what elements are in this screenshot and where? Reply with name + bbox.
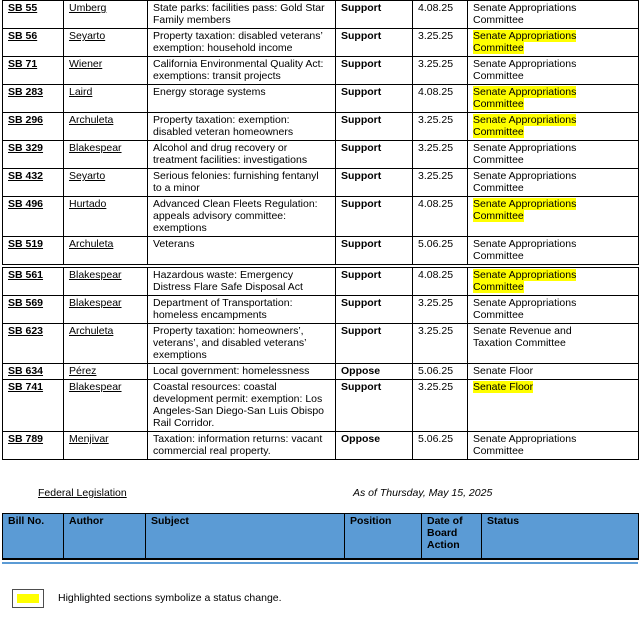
table-row — [3, 197, 639, 237]
author-link[interactable]: Blakespear — [69, 297, 122, 309]
status-text: Senate Appropriations Committee — [473, 297, 577, 321]
position-cell: Support — [336, 380, 413, 432]
author-cell — [64, 57, 148, 85]
bill-number-link[interactable]: SB 283 — [8, 86, 44, 98]
position-cell: Support — [336, 141, 413, 169]
legend-swatch-box — [12, 589, 44, 608]
position-cell: Support — [336, 324, 413, 364]
bill-number-link[interactable]: SB 634 — [8, 365, 44, 377]
author-link[interactable]: Blakespear — [69, 269, 122, 281]
author-cell — [64, 364, 148, 380]
subject-cell: Veterans — [148, 237, 336, 265]
author-cell — [64, 141, 148, 169]
date-of-board-action-cell: 3.25.25 — [413, 324, 468, 364]
status-text: Senate Revenue and Taxation Committee — [473, 325, 572, 349]
position-cell: Support — [336, 113, 413, 141]
bill-cell — [3, 57, 64, 85]
author-link[interactable]: Archuleta — [69, 114, 114, 126]
bill-cell — [3, 364, 64, 380]
table-row — [3, 364, 639, 380]
subject-cell: Hazardous waste: Emergency Distress Flare Safe Disposal Act — [148, 268, 336, 296]
status-highlight: Senate Appropriations Committee — [473, 114, 577, 138]
column-header-author: Author — [64, 514, 146, 559]
table-row — [3, 324, 639, 364]
status-highlight: Senate Appropriations Committee — [473, 198, 577, 222]
status-highlight: Senate Appropriations Committee — [473, 86, 577, 110]
bill-cell — [3, 113, 64, 141]
position-cell: Support — [336, 29, 413, 57]
column-header-bill-no: Bill No. — [3, 514, 64, 559]
bill-number-link[interactable]: SB 741 — [8, 381, 44, 393]
table-row — [3, 29, 639, 57]
author-link[interactable]: Hurtado — [69, 198, 107, 210]
bill-cell — [3, 296, 64, 324]
position-cell: Support — [336, 57, 413, 85]
author-cell — [64, 29, 148, 57]
position-cell: Support — [336, 1, 413, 29]
status-cell — [468, 432, 639, 460]
author-link[interactable]: Umberg — [69, 2, 107, 14]
federal-header-row — [3, 514, 639, 559]
legend-text: Highlighted sections symbolize a status change. — [58, 592, 282, 604]
position-cell: Support — [336, 268, 413, 296]
date-of-board-action-cell: 3.25.25 — [413, 113, 468, 141]
subject-cell: Taxation: information returns: vacant commercial real property. — [148, 432, 336, 460]
subject-cell: Coastal resources: coastal development permit: exemption: Los Angeles-San Diego-San Luis Obispo Rail Corridor. — [148, 380, 336, 432]
subject-cell: Local government: homelessness — [148, 364, 336, 380]
status-highlight: Senate Appropriations Committee — [473, 30, 577, 54]
bill-cell — [3, 380, 64, 432]
bill-number-link[interactable]: SB 55 — [8, 2, 38, 14]
author-cell — [64, 237, 148, 265]
author-cell — [64, 296, 148, 324]
bill-number-link[interactable]: SB 519 — [8, 238, 44, 250]
date-of-board-action-cell: 5.06.25 — [413, 364, 468, 380]
status-text: Senate Appropriations Committee — [473, 238, 577, 262]
author-link[interactable]: Wiener — [69, 58, 103, 70]
status-cell — [468, 141, 639, 169]
status-text: Senate Floor — [473, 365, 534, 377]
table-row — [3, 432, 639, 460]
status-cell — [468, 364, 639, 380]
author-link[interactable]: Blakespear — [69, 142, 122, 154]
status-cell — [468, 29, 639, 57]
legend — [12, 589, 640, 608]
author-cell — [64, 1, 148, 29]
table-row — [3, 268, 639, 296]
subject-cell: Property taxation: disabled veterans’ exemption: household income — [148, 29, 336, 57]
status-cell — [468, 324, 639, 364]
subject-cell: Energy storage systems — [148, 85, 336, 113]
federal-legislation-heading: Federal Legislation — [38, 487, 127, 499]
date-of-board-action-cell: 3.25.25 — [413, 169, 468, 197]
subject-cell: Property taxation: exemption: disabled veteran homeowners — [148, 113, 336, 141]
table-row — [3, 141, 639, 169]
subject-cell: Serious felonies: furnishing fentanyl to a minor — [148, 169, 336, 197]
table-row — [3, 296, 639, 324]
bill-number-link[interactable]: SB 569 — [8, 297, 44, 309]
status-cell — [468, 268, 639, 296]
status-text: Senate Appropriations Committee — [473, 2, 577, 26]
author-link[interactable]: Seyarto — [69, 170, 106, 182]
author-cell — [64, 169, 148, 197]
bill-cell — [3, 1, 64, 29]
author-link[interactable]: Archuleta — [69, 238, 114, 250]
author-link[interactable]: Seyarto — [69, 30, 106, 42]
status-cell — [468, 197, 639, 237]
status-cell — [468, 57, 639, 85]
author-link[interactable]: Blakespear — [69, 381, 122, 393]
bill-number-link[interactable]: SB 56 — [8, 30, 38, 42]
table-bottom-rule — [2, 562, 638, 564]
author-cell — [64, 85, 148, 113]
status-cell — [468, 85, 639, 113]
subject-cell: California Environmental Quality Act: exemptions: transit projects — [148, 57, 336, 85]
status-highlight: Senate Appropriations Committee — [473, 269, 577, 293]
bill-cell — [3, 324, 64, 364]
bill-cell — [3, 237, 64, 265]
bill-number-link[interactable]: SB 71 — [8, 58, 38, 70]
date-of-board-action-cell: 4.08.25 — [413, 197, 468, 237]
column-header-position: Position — [345, 514, 422, 559]
position-cell: Support — [336, 169, 413, 197]
table-row — [3, 237, 639, 265]
federal-legislation-table — [2, 513, 639, 560]
date-of-board-action-cell: 4.08.25 — [413, 1, 468, 29]
as-of-date: As of Thursday, May 15, 2025 — [353, 487, 493, 499]
table-row — [3, 169, 639, 197]
status-cell — [468, 237, 639, 265]
status-cell — [468, 169, 639, 197]
status-text: Senate Appropriations Committee — [473, 142, 577, 166]
date-of-board-action-cell: 4.08.25 — [413, 268, 468, 296]
column-header-status: Status — [482, 514, 639, 559]
position-cell: Oppose — [336, 432, 413, 460]
bill-cell — [3, 197, 64, 237]
position-cell: Support — [336, 85, 413, 113]
position-cell: Support — [336, 296, 413, 324]
author-cell — [64, 432, 148, 460]
column-header-date-of-board-action: Date of Board Action — [422, 514, 482, 559]
state-legislation-table-page1 — [2, 0, 639, 265]
bill-cell — [3, 169, 64, 197]
position-cell: Support — [336, 197, 413, 237]
table-row — [3, 57, 639, 85]
bill-number-link[interactable]: SB 432 — [8, 170, 44, 182]
author-cell — [64, 324, 148, 364]
date-of-board-action-cell: 5.06.25 — [413, 432, 468, 460]
date-of-board-action-cell: 3.25.25 — [413, 296, 468, 324]
bill-cell — [3, 268, 64, 296]
bill-number-link[interactable]: SB 623 — [8, 325, 44, 337]
bill-cell — [3, 141, 64, 169]
author-cell — [64, 113, 148, 141]
date-of-board-action-cell: 5.06.25 — [413, 237, 468, 265]
author-cell — [64, 268, 148, 296]
subject-cell: State parks: facilities pass: Gold Star Family members — [148, 1, 336, 29]
status-cell — [468, 1, 639, 29]
date-of-board-action-cell: 4.08.25 — [413, 85, 468, 113]
status-highlight: Senate Floor — [473, 381, 534, 393]
status-cell — [468, 380, 639, 432]
author-link[interactable]: Menjivar — [69, 433, 109, 445]
highlight-swatch — [17, 594, 39, 603]
bill-number-link[interactable]: SB 789 — [8, 433, 44, 445]
date-of-board-action-cell: 3.25.25 — [413, 57, 468, 85]
bill-number-link[interactable]: SB 561 — [8, 269, 44, 281]
status-text: Senate Appropriations Committee — [473, 58, 577, 82]
subject-cell: Property taxation: homeowners’, veterans’, and disabled veterans’ exemptions — [148, 324, 336, 364]
bill-cell — [3, 85, 64, 113]
bill-number-link[interactable]: SB 329 — [8, 142, 44, 154]
author-link[interactable]: Pérez — [69, 365, 97, 377]
status-text: Senate Appropriations Committee — [473, 170, 577, 194]
bill-number-link[interactable]: SB 296 — [8, 114, 44, 126]
author-cell — [64, 197, 148, 237]
author-cell — [64, 380, 148, 432]
state-legislation-table-page2 — [2, 267, 639, 460]
status-cell — [468, 113, 639, 141]
status-cell — [468, 296, 639, 324]
status-text: Senate Appropriations Committee — [473, 433, 577, 457]
bill-cell — [3, 29, 64, 57]
column-header-subject: Subject — [146, 514, 345, 559]
position-cell: Support — [336, 237, 413, 265]
subject-cell: Alcohol and drug recovery or treatment facilities: investigations — [148, 141, 336, 169]
subject-cell: Department of Transportation: homeless encampments — [148, 296, 336, 324]
table-row — [3, 1, 639, 29]
date-of-board-action-cell: 3.25.25 — [413, 380, 468, 432]
table-row — [3, 380, 639, 432]
position-cell: Oppose — [336, 364, 413, 380]
federal-section-header — [0, 487, 640, 502]
table-row — [3, 85, 639, 113]
subject-cell: Advanced Clean Fleets Regulation: appeals advisory committee: exemptions — [148, 197, 336, 237]
date-of-board-action-cell: 3.25.25 — [413, 141, 468, 169]
author-link[interactable]: Archuleta — [69, 325, 114, 337]
bill-cell — [3, 432, 64, 460]
author-link[interactable]: Laird — [69, 86, 93, 98]
date-of-board-action-cell: 3.25.25 — [413, 29, 468, 57]
table-row — [3, 113, 639, 141]
bill-number-link[interactable]: SB 496 — [8, 198, 44, 210]
